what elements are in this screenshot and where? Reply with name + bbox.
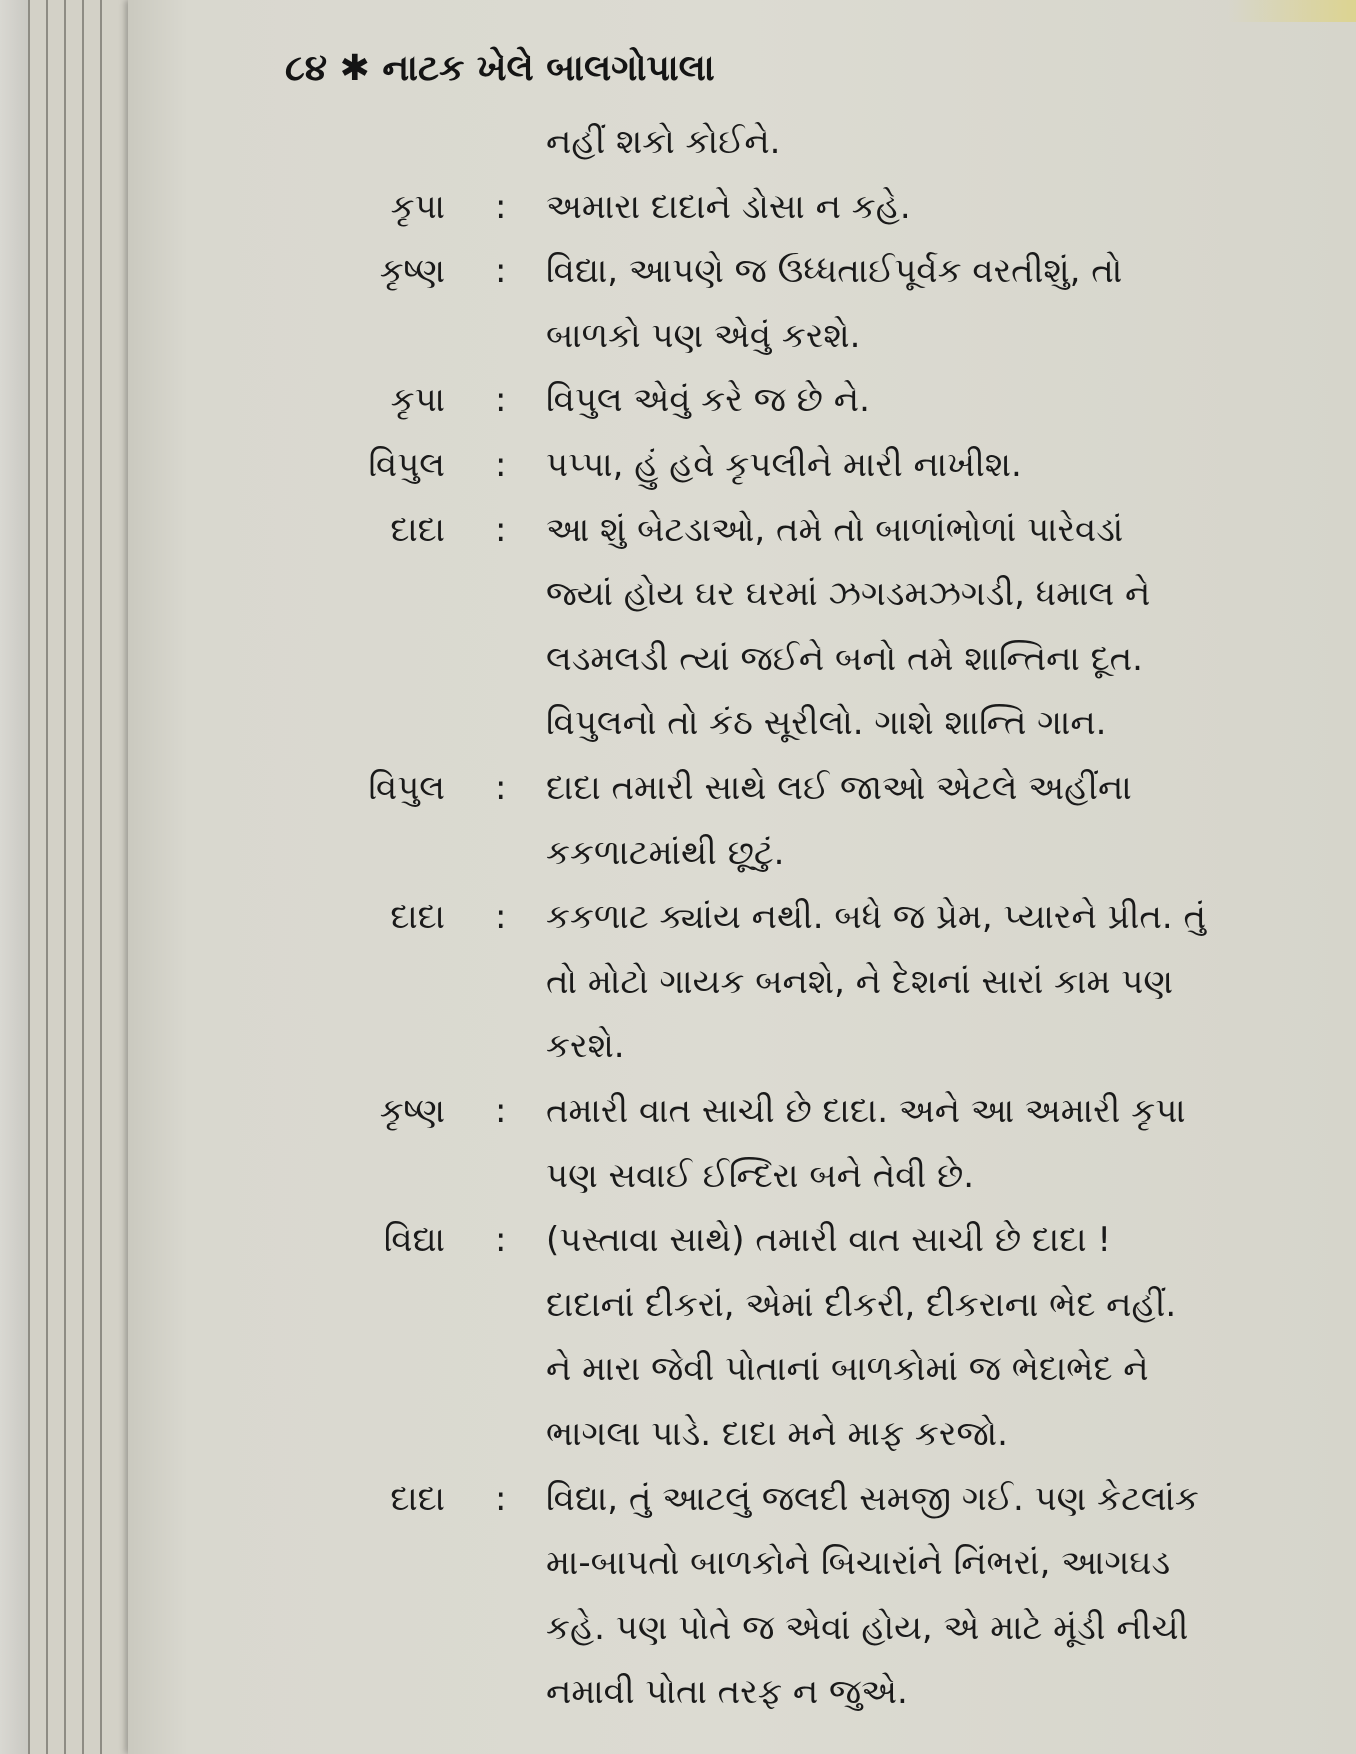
dialogue-line: વિપુલનો તો કંઠ સૂરીલો. ગાશે શાન્તિ ગાન. [546, 703, 1107, 744]
dialogue-line: તો મોટો ગાયક બનશે, ને દેશનાં સારાં કામ પણ [546, 961, 1173, 1002]
speaker-colon: : [495, 251, 507, 292]
speaker-name: દાદા [390, 1478, 445, 1519]
dialogue-line: કહે. પણ પોતે જ એવાં હોય, એ માટે મૂંડી નીચી [546, 1607, 1189, 1648]
speaker-name: વિપુલ [368, 445, 445, 485]
dialogue-line: બાળકો પણ એવું કરશે. [546, 315, 861, 356]
dialogue-line: પણ સવાઈ ઈન્દિરા બને તેવી છે. [546, 1155, 975, 1196]
page-header: ૮૪ ✱ નાટક ખેલે બાલગોપાલા [285, 48, 715, 89]
speaker-name: કૃષ્ણ [379, 1091, 445, 1131]
dialogue-line: વિદ્યા, આપણે જ ઉધ્ધતાઈપૂર્વક વરતીશું, તો [546, 251, 1123, 292]
dialogue-line: કરશે. [546, 1026, 625, 1067]
dialogue-line: ભાગલા પાડે. દાદા મને માફ કરજો. [546, 1414, 1008, 1454]
speaker-colon: : [495, 1478, 507, 1519]
speaker-colon: : [495, 186, 507, 227]
dialogue-line: અમારા દાદાને ડોસા ન કહે. [546, 186, 911, 227]
dialogue-line: નહીં શકો કોઈને. [546, 122, 781, 162]
dialogue-line: વિપુલ એવું કરે જ છે ને. [546, 380, 870, 421]
dialogue-line: કકળાટ ક્યાંય નથી. બધે જ પ્રેમ, પ્યારને પ્રીત. તું [546, 897, 1207, 938]
speaker-name: કૃષ્ણ [379, 251, 445, 292]
speaker-colon: : [495, 768, 507, 808]
dialogue-line: વિદ્યા, તું આટલું જલદી સમજી ગઈ. પણ કેટલાંક [546, 1478, 1199, 1519]
dialogue-line: જ્યાં હોય ઘર ઘરમાં ઝગડમઝગડી, ધમાલ ને [546, 574, 1151, 615]
speaker-colon: : [495, 1091, 507, 1131]
speaker-name: દાદા [390, 897, 445, 938]
speaker-colon: : [495, 380, 507, 421]
dialogue-line: આ શું બેટડાઓ, તમે તો બાળાંભોળાં પારેવડાં [546, 509, 1124, 550]
speaker-colon: : [495, 509, 507, 550]
dialogue-line: દાદા તમારી સાથે લઈ જાઓ એટલે અહીંના [546, 768, 1132, 808]
dialogue-line: તમારી વાત સાચી છે દાદા. અને આ અમારી કૃપા [546, 1091, 1186, 1131]
dialogue-line: મા-બાપતો બાળકોને બિચારાંને નિંભરાં, આગઘડ [546, 1543, 1171, 1584]
speaker-name: દાદા [390, 509, 445, 550]
speaker-colon: : [495, 445, 507, 485]
speaker-name: કૃપા [390, 186, 445, 227]
speaker-colon: : [495, 897, 507, 938]
speaker-name: કૃપા [390, 380, 445, 421]
dialogue-line: દાદાનાં દીકરાં, એમાં દીકરી, દીકરાના ભેદ નહીં. [546, 1284, 1177, 1325]
dialogue-line: (પસ્તાવા સાથે) તમારી વાત સાચી છે દાદા ! [546, 1220, 1112, 1261]
speaker-name: વિપુલ [368, 768, 445, 808]
dialogue-line: લડમલડી ત્યાં જઈને બનો તમે શાન્તિના દૂત. [546, 638, 1143, 679]
speaker-name: વિદ્યા [383, 1220, 445, 1261]
dialogue-line: કકળાટમાંથી છૂટું. [546, 832, 785, 873]
dialogue-line: ને મારા જેવી પોતાનાં બાળકોમાં જ ભેદાભેદ ને [546, 1349, 1149, 1390]
speaker-colon: : [495, 1220, 507, 1261]
dialogue-line: પપ્પા, હું હવે કૃપલીને મારી નાખીશ. [546, 445, 1022, 485]
dialogue-line: નમાવી પોતા તરફ ન જુએ. [546, 1672, 908, 1713]
